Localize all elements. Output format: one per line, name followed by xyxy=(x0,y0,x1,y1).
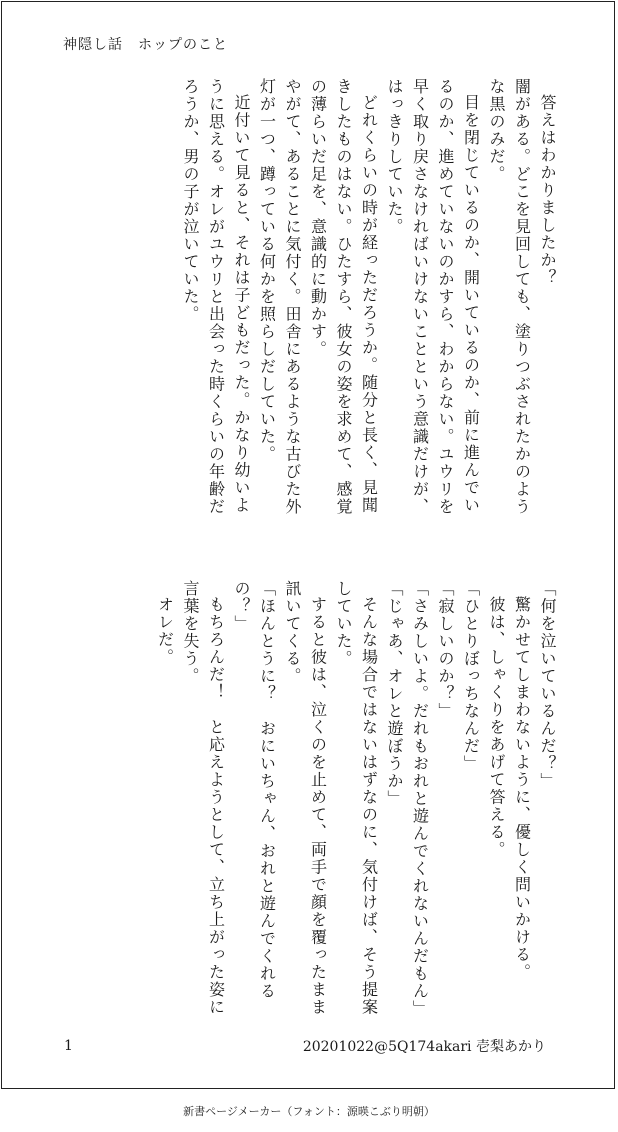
dialogue-line: 「さみしいよ。だれもおれと遊んでくれないんだもん」 xyxy=(410,580,430,1018)
author-credit: 20201022@5Q174akari 壱梨あかり xyxy=(302,1039,546,1055)
lower-text-block xyxy=(50,580,560,1020)
dialogue-line: 「じゃあ、オレと遊ぼうか」 xyxy=(385,580,404,808)
running-header: 神隠し話 ホップのこと xyxy=(63,37,228,53)
paragraph: すると彼は、泣くのを止めて、両手で顔を覆ったまま訊いてくる。 xyxy=(283,580,328,1016)
paragraph: そんな場合ではないはずなのに、気付けば、そう提案していた。 xyxy=(334,580,379,1016)
page-number: 1 xyxy=(64,1038,73,1054)
paragraph: 驚かせてしまわないように、優しく問いかける。 xyxy=(512,596,532,981)
paragraph: 彼は、しゃくりをあげて答える。 xyxy=(487,596,506,859)
dialogue-line: 「寂しいのか？」 xyxy=(436,580,455,720)
upper-text-block xyxy=(50,78,560,530)
dialogue-line: 「ひとりぼっちなんだ」 xyxy=(461,580,481,773)
paragraph: オレだ。 xyxy=(155,596,175,666)
dialogue-line: 「何を泣いているんだ？」 xyxy=(538,580,557,790)
paragraph: どれくらいの時が経っただろうか。随分と長く、見聞きしたものはない。ひたすら、彼女の姿を求めて、感覚の薄らいだ足を、意識的に動かす。 xyxy=(308,78,379,516)
dialogue-line: 「ほんとうに？ おにいちゃん、おれと遊んでくれるの？」 xyxy=(232,580,277,1000)
paragraph: もちろんだ！ と応えようとして、立ち上がった姿に言葉を失う。 xyxy=(181,580,226,1016)
paragraph: やがて、あることに気付く。田舎にあるような古びた外灯が一つ、蹲っている何かを照らしだしていた。 xyxy=(257,78,302,516)
paragraph: 答えはわかりましたか？ xyxy=(538,94,557,287)
footer-caption: 新書ページメーカー（フォント：源暎こぶり明朝） xyxy=(183,1105,435,1118)
paragraph: 闇がある。どこを見回しても、塗りつぶされたかのような黒のみだ。 xyxy=(487,78,532,516)
paragraph: 目を閉じているのか、開いているのか、前に進んでいるのか、進めていないのかすら、わからない。ユウリを早く取り戻さなければいけないことという意識だけが、はっきりしていた。 xyxy=(385,78,481,516)
paragraph: 近付いて見ると、それは子どもだった。かなり幼いように思える。オレがユウリと出会った時くらいの年齢だろうか、男の子が泣いていた。 xyxy=(181,78,251,516)
